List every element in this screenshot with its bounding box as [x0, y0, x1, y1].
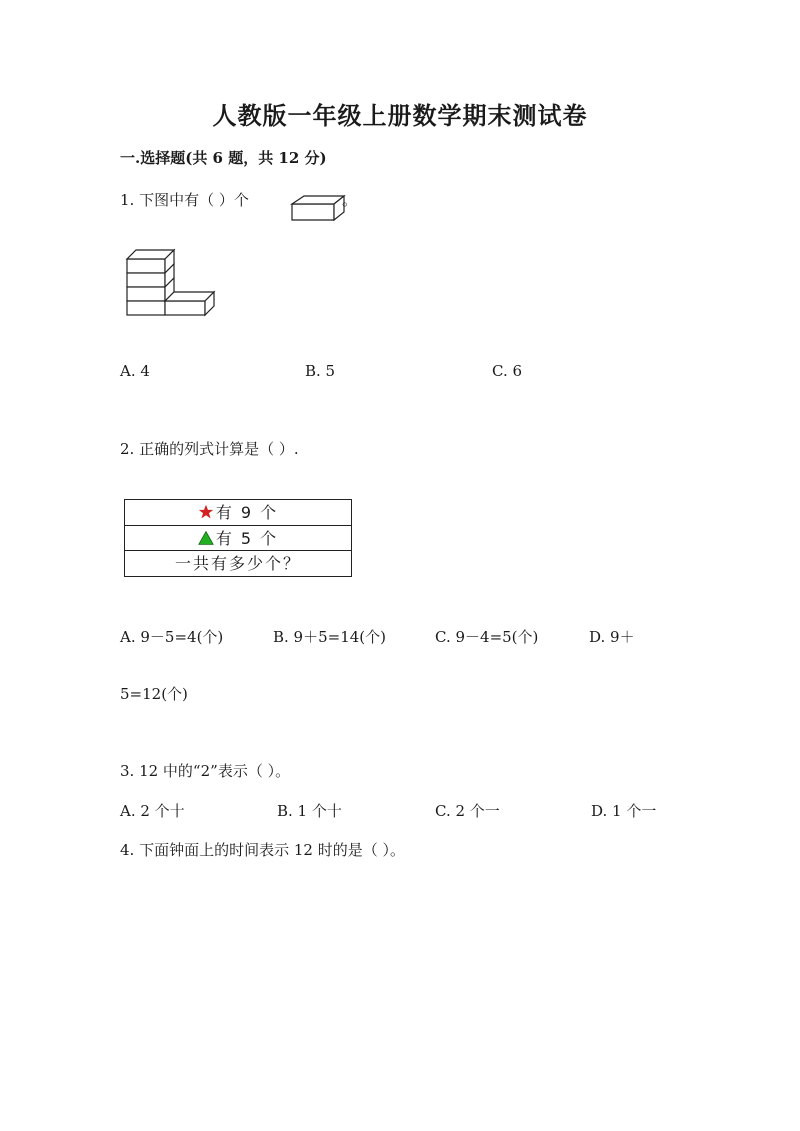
- q1-option-c: C. 6: [492, 362, 523, 380]
- q1-option-b: B. 5: [305, 362, 336, 380]
- question-1-suffix: 。: [342, 191, 358, 209]
- stacked-cuboids-figure: [124, 246, 219, 318]
- section-heading: 一.选择题(共 6 题，共 12 分): [120, 149, 327, 167]
- q1-option-a: A. 4: [120, 362, 150, 380]
- star-icon: [198, 504, 214, 520]
- question-2-text: 2. 正确的列式计算是（ ）.: [120, 440, 299, 458]
- question-3-text: 3. 12 中的“2”表示（ ）。: [120, 762, 291, 780]
- q2-option-b: B. 9＋5=14(个): [273, 628, 387, 646]
- table-row-total-label: 一共有多少个？: [174, 554, 301, 573]
- table-row-triangle-label: 有 5 个: [215, 528, 279, 548]
- q3-option-c: C. 2 个一: [435, 802, 500, 820]
- question-2-table: [124, 499, 352, 577]
- q2-option-a: A. 9－5=4(个): [120, 628, 224, 646]
- q2-option-d: D. 9＋: [589, 628, 635, 646]
- table-row-total: [125, 551, 351, 577]
- question-1-prefix: 1. 下图中有（ ）个: [120, 191, 249, 209]
- q2-option-d-wrap: 5=12(个): [120, 685, 188, 703]
- page-title: 人教版一年级上册数学期末测试卷: [212, 101, 588, 130]
- table-row-triangle: [125, 526, 351, 552]
- q3-option-d: D. 1 个一: [591, 802, 657, 820]
- q2-option-c: C. 9－4=5(个): [435, 628, 539, 646]
- table-row-star: [125, 500, 351, 526]
- question-1-text: [120, 189, 249, 210]
- triangle-icon: [198, 530, 214, 546]
- q3-option-b: B. 1 个十: [277, 802, 342, 820]
- cuboid-icon: [290, 194, 346, 224]
- table-row-star-label: 有 9 个: [215, 503, 279, 522]
- question-4-text: 4. 下面钟面上的时间表示 12 时的是（ ）。: [120, 841, 405, 859]
- q3-option-a: A. 2 个十: [120, 802, 185, 820]
